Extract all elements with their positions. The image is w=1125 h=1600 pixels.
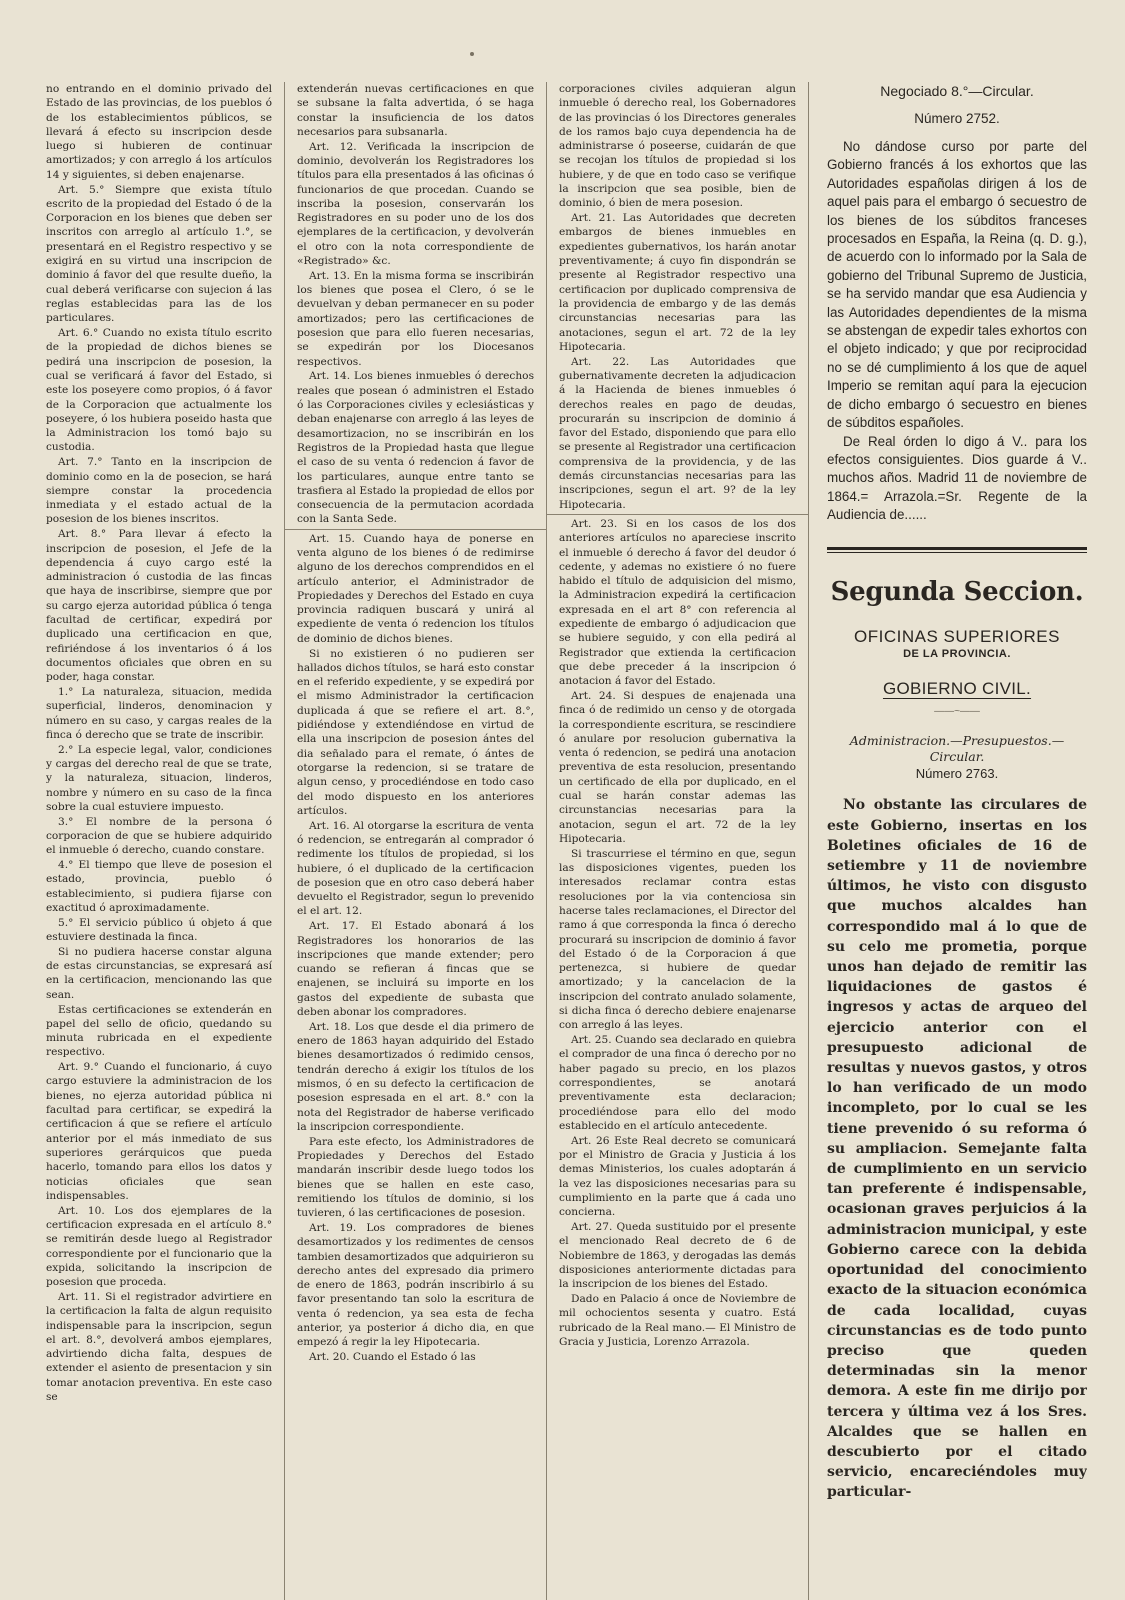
circular-number-2: Número 2763. — [915, 766, 999, 782]
paragraph: 4.° El tiempo que lleve de posesion el estado, provincia, pueblo ó establecimiento, si pudiera fijarse con exactitud ó aproximadamente. — [46, 859, 272, 914]
paragraph: Art. 24. Si despues de enajenada una finca ó de redimido un censo y de otorgada la correspondiente escritura, se rescindiere ó anulare por resolucion gubernativa la venta ó redencion, se pedirá una anotacion preventiva de esta resolucion, presentando un certificado de ella por duplicado, en el cual se harán constar ademas las circunstancias necesarias para la anotacion, segun el art. 72 de la ley Hipotecaria. — [559, 689, 796, 845]
paragraph: 2.° La especie legal, valor, condiciones y cargas del derecho real de que se trate, y la naturaleza, situacion, linderos, nombre y número en su caso de la finca sobre la cual estuviere impuesto. — [46, 743, 272, 813]
ornament: ——~—— — [934, 705, 980, 717]
paragraph: Art. 8.° Para llevar á efecto la inscripcion de posesion, el Jefe de la dependencia á cuyo cargo esté la administracion ó custodia de las fincas que haya de inscribirse, siempre que por su cargo ejerza autoridad pública ó tenga facultad de certificar, expedirá por duplicado una certificacion en que, refiriéndose á los inventarios ó á los documentos oficiales que obren en su poder, haga constar. — [46, 528, 272, 684]
paragraph: 1.° La naturaleza, situacion, medida superficial, linderos, denominacion y número en su caso, y cargas reales de la finca ó derecho que se trate de inscribir. — [46, 685, 272, 741]
paragraph: Art. 14. Los bienes inmuebles ó derechos reales que posean ó administren el Estado ó las Corporaciones civiles y eclesiásticas y deban enajenarse con arreglo á las leyes de desamortizacion, no se inscribirán en los Registros de la Propiedad hasta que llegue el caso de su venta ó redencion á favor de los particulares, aunque entre tanto se trasfiera al Estado la propiedad de ellos por consecuencia de la permutacion acordada con la Santa Sede. — [297, 370, 534, 526]
column-2-top — [297, 82, 534, 527]
paragraph: Estas certificaciones se extenderán en papel del sello de oficio, quedando su minuta rubricada en el expediente respectivo. — [46, 1003, 272, 1059]
paragraph: Art. 17. El Estado abonará á los Registradores los honorarios de las inscripciones que mande extender; pero cuando se refieran á fincas que se enajenen, se incluirá su importe en los gastos del expediente de subasta que deben abonar los compradores. — [297, 920, 534, 1018]
column-divider-rule — [547, 514, 808, 515]
section-rule-thick — [827, 547, 1087, 550]
office-title: OFICINAS SUPERIORES — [854, 626, 1060, 646]
paragraph: Art. 7.° Tanto en la inscripcion de dominio como en la de posecion, se hará siempre constar la procedencia inmediata y el estado actual de la posesion de los bienes inscritos. — [46, 456, 272, 526]
paragraph: corporaciones civiles adquieran algun inmueble ó derecho real, los Gobernadores de las provincias ó los Directores generales de los ramos bajo cuya dependencia ha de administrarse ó poseerse, cuidarán de que se recojan los títulos de propiedad si los hubiere, y de que en todo caso se verifique la inscripcion que sea posible, bien de dominio, ó bien de mera posesion. — [559, 83, 796, 210]
paragraph: Art. 15. Cuando haya de ponerse en venta alguno de los bienes ó de redimirse alguno de los derechos comprendidos en el artículo anterior, el Administrador de Propiedades y Derechos del Estado en cuya provincia radiquen buscará y unirá al expediente de venta ó redencion los títulos de dominio de dichos bienes. — [297, 532, 534, 645]
column-1 — [46, 82, 284, 1600]
circular-body-2 — [827, 795, 1087, 1502]
circular-body — [827, 138, 1087, 525]
paragraph: Art. 6.° Cuando no exista título escrito de la propiedad de dichos bienes se pedirá una inscripcion de posesion, la cual se verificará á favor del Estado, si este los poseyere como propios, ó á favor de la Corporacion que actualmente los poseyere, ó los hubiera poseido hasta que la Administracion los tomó bajo su custodia. — [46, 327, 272, 454]
column-4 — [808, 82, 1087, 1600]
paragraph: Art. 5.° Siempre que exista título escrito de la propiedad del Estado ó de la Corporacion en los bienes que deben ser inscritos con arreglo al artículo 1.°, se presentará en el Registro respectivo y se exigirá en su virtud una inscripcion de dominio á favor del que resulte dueño, la cual deberá verificarse con sujecion á las reglas establecidas para las de los particulares. — [46, 183, 272, 325]
paragraph: Art. 21. Las Autoridades que decreten embargos de bienes inmuebles en expedientes gubernativos, los harán anotar preventivamente; á cuyo fin dispondrán se presente al Registrador respectivo una certificacion por duplicado comprensiva de la providencia de embargo y de las demás circunstancias necesarias para las anotaciones, segun el art. 72 de la ley Hipotecaria. — [559, 212, 796, 353]
paragraph: no entrando en el dominio privado del Estado de las provincias, de los pueblos ó de los establecimientos públicos, se llevará á efecto su inscripcion desde luego si hubieren de continuar amortizados; y con arreglo á los artículos 14 y siguientes, si deben enajenarse. — [46, 83, 272, 181]
paragraph: Si trascurriese el término en que, segun las disposiciones vigentes, pueden los interesados reclamar contra estas resoluciones por la via contenciosa sin hacerse tales reclamaciones, el Director del ramo á que corresponda la finca ó derecho procurará su inscripcion de dominio á favor del Estado ó de la Corporacion á que pertenezca, si hubiere de quedar amortizado; y la cancelacion de la inscripcion del contrato anulado solamente, si dicha finca ó derecho debiere enajenarse con arreglo á las leyes. — [559, 847, 796, 1032]
paragraph: Art. 18. Los que desde el dia primero de enero de 1863 hayan adquirido del Estado bienes desamortizados ó redimido censos, tendrán derecho á exigir los títulos de los mismos, ó en su defecto la certificacion de posesion espresada en el art. 8.° con la nota del Registrador de haberse verificado la inscripcion correspondiente. — [297, 1020, 534, 1133]
column-2-bottom — [297, 532, 534, 1365]
paragraph: Art. 9.° Cuando el funcionario, á cuyo cargo estuviere la administracion de los bienes, no ejerza autoridad pública ni facultad para certificar, se expedirá la certificacion á que se refiere el artículo anterior por el más inmediato de sus superiores gerárquicos que pueda hacerlo, tomando para ellos los datos y noticias oficiales que sean indispensables. — [46, 1061, 272, 1202]
paragraph: No dándose curso por parte del Gobierno francés á los exhortos que las Autoridades españolas dirigen á los de aquel pais para el embargo ó secuestro de los bienes de los súbditos franceses procesados en España, la Reina (q. D. g.), de acuerdo con lo informado por la Sala de gobierno del Tribunal Supremo de Justicia, se ha servido mandar que esa Audiencia y las Autoridades dependientes de la misma se abstengan de expedir tales exhortos con el objeto indicado; y que por reciprocidad no se dé cumplimiento á los que de aquel Imperio se remitan aquí para la ejecucion de dicho embargo ó secuestro en bienes de súbditos españoles. — [827, 139, 1087, 431]
paragraph: Art. 13. En la misma forma se inscribirán los bienes que posea el Clero, ó se le devuelvan y deban permanecer en su poder amortizados; pero las certificaciones de posesion que para ello fueren necesarias, se expedirán por los Diocesanos respectivos. — [297, 269, 534, 368]
paragraph: Art. 11. Si el registrador advirtiere en la certificacion la falta de algun requisito indispensable para la inscripcion, segun el art. 8.°, devolverá ambos ejemplares, advirtiendo dicha falta, despues de extender el asiento de presentacion y sin tomar anotacion preventiva. En este caso se — [46, 1290, 272, 1404]
paragraph: Art. 20. Cuando el Estado ó las — [309, 1351, 476, 1364]
paragraph: Art. 23. Si en los casos de los dos anteriores artículos no apareciese inscrito el inmueble ó derecho á favor del deudor ó cedente, y ademas no existiere ó no fuere habido el título de adquisicion del mismo, la Administracion expedirá la certificacion expresada en el art 8° con referencia al expediente de embargo ó adjudicacion que se hubiere seguido, y con ella pedirá al Registrador que extienda la certificacion que debe preceder á la inscripcion ó anotacion á favor del Estado. — [559, 517, 796, 688]
section-rule-thin — [827, 552, 1087, 553]
paragraph: Art. 10. Los dos ejemplares de la certificacion expresada en el artículo 8.° se remitirán desde luego al Registrador correspondiente por el funcionario que la expida, solicitando la inscripcion de posesion que proceda. — [46, 1204, 272, 1289]
paragraph: Art. 19. Los compradores de bienes desamortizados y los redimentes de censos tambien desamortizados que adquirieron su derecho antes del expresado dia primero de enero de 1863, podrán inscribirlo á su favor presentando tan solo la escritura de venta ó redencion, ya sea esta de fecha anterior, ya posterior á dicho dia, en que empezó á regir la ley Hipotecaria. — [297, 1221, 534, 1349]
paragraph: Art. 27. Queda sustituido por el presente el mencionado Real decreto de 6 de Nobiembre de 1863, y derogadas las demás disposiciones anteriormente dictadas para la inscripcion de los bienes del Estado. — [559, 1220, 796, 1291]
paragraph: Para este efecto, los Administradores de Propiedades y Derechos del Estado mandarán inscribir desde luego todos los bienes que se hallen en este caso, remitiendo los títulos de dominio, si los tuvieren, ó las certificaciones de posesion. — [297, 1135, 534, 1220]
paragraph: extenderán nuevas certificaciones en que se subsane la falta advertida, ó se haga constar la insuficiencia de los datos necesarios para subsanarla. — [297, 83, 534, 138]
circular-subject: Administracion.—Presupuestos.— Circular. — [849, 733, 1065, 765]
negociado-heading: Negociado 8.°—Circular. — [880, 83, 1034, 99]
circular-number: Número 2752. — [914, 111, 1000, 126]
paragraph: Art. 26 Este Real decreto se comunicará por el Ministro de Gracia y Justicia á los demas Ministerios, los cuales adoptarán á la vez las disposiciones necesarias para su cumplimiento en la parte que á cada uno concierna. — [559, 1134, 796, 1219]
office-subtitle: DE LA PROVINCIA. — [903, 647, 1011, 660]
paragraph: Dado en Palacio á once de Noviembre de mil ochocientos sesenta y cuatro. Está rubricado de la Real mano.— El Ministro de Gracia y Justicia, Lorenzo Arrazola. — [559, 1292, 796, 1348]
paragraph: Art. 12. Verificada la inscripcion de dominio, devolverán los Registradores los títulos para ella presentados á las oficinas ó funcionarios de que procedan. Cuando se inscriba la posesion, conservarán los Registradores en su poder uno de los dos ejemplares de la certificacion, y devolverán el otro con la nota correspondiente de «Registrado» &c. — [297, 140, 534, 268]
page-mark — [470, 52, 474, 56]
paragraph: 5.° El servicio público ú objeto á que estuviere destinada la finca. — [46, 916, 272, 944]
government-heading: GOBIERNO CIVIL. — [882, 678, 1032, 698]
paragraph: Art. 25. Cuando sea declarado en quiebra el comprador de una finca ó derecho por no haber pagado su precio, en los plazos correspondientes, se anotará preventivamente esta declaracion; procediéndose para ello del modo establecido en el artículo antecedente. — [559, 1034, 796, 1132]
column-3-bottom — [559, 517, 796, 1349]
column-divider-rule — [285, 529, 546, 530]
paragraph: Si no pudiera hacerse constar alguna de estas circunstancias, se expresará así en la certificacion, mencionando las que sean. — [46, 945, 272, 1001]
paragraph: Art. 16. Al otorgarse la escritura de venta ó redencion, se entregarán al comprador ó redimente los títulos de propiedad, si los hubiere, ó el duplicado de la certificacion de posesion que en otro caso deberá haber devuelto el Registrador, segun lo prevenido el el art. 12. — [297, 819, 534, 918]
column-3 — [546, 82, 808, 1600]
paragraph: Si no existieren ó no pudieren ser hallados dichos títulos, se hará esto constar en el referido expediente, y se expedirá por el mismo Administrador la certificacion duplicada á que se refiere el art. 8.°, pidiéndose y extendiéndose en virtud de ella una inscripcion de posesion ántes del dia señalado para el remate, ó ántes de otorgarse la redencion, si se tratare de algun censo, y procediéndose en todo caso del modo dispuesto en los anteriores artículos. — [297, 647, 534, 817]
column-2 — [284, 82, 546, 1600]
paragraph: Art. 22. Las Autoridades que gubernativamente decreten la adjudicacion á la Hacienda de bienes inmuebles ó derechos reales en pago de deudas, procurarán su inscripcion de dominio á favor del Estado, disponiendo que para ello se presente al Registrador una certificacion comprensiva de la providencia, y de las demás circunstancias necesarias para las inscripciones, segun el art. 9? de la ley Hipotecaria. — [559, 355, 796, 511]
section-title: Segunda Seccion. — [830, 576, 1084, 607]
column-3-top — [559, 82, 796, 512]
paragraph: De Real órden lo digo á V.. para los efectos consiguientes. Dios guarde á V.. muchos años. Madrid 11 de noviembre de 1864.= Arrazola.=Sr. Regente de la Audiencia de...... — [827, 433, 1087, 523]
paragraph: No obstante las circulares de este Gobierno, insertas en los Boletines oficiales de 16 de setiembre y 11 de noviembre últimos, he visto con disgusto que muchos alcaldes han correspondido mal á lo que de su celo me prometia, porque unos han dejado de remitir las liquidaciones de gastos é ingresos y actas de arqueo del ejercicio anterior con el presupuesto adicional de resultas y nuevos gastos, y otros lo han verificado de un modo incompleto, por lo cual se les tiene prevenido ó su reforma ó su ampliacion. Semejante falta de cumplimiento en un servicio tan preferente é indispensable, ocasionan graves perjuicios á la administracion municipal, y este Gobierno carece con la debida oportunidad del conocimiento exacto de la situacion económica de cada localidad, cuyas circunstancias es de todo punto preciso que queden determinadas sin la menor demora. A este fin me dirijo por tercera y última vez á los Sres. Alcaldes que se hallen en descubierto por el citado servicio, encareciéndoles muy particular- — [827, 797, 1087, 1501]
paragraph: 3.° El nombre de la persona ó corporacion de que se hubiere adquirido el inmueble ó derecho, cuando constare. — [46, 815, 272, 857]
